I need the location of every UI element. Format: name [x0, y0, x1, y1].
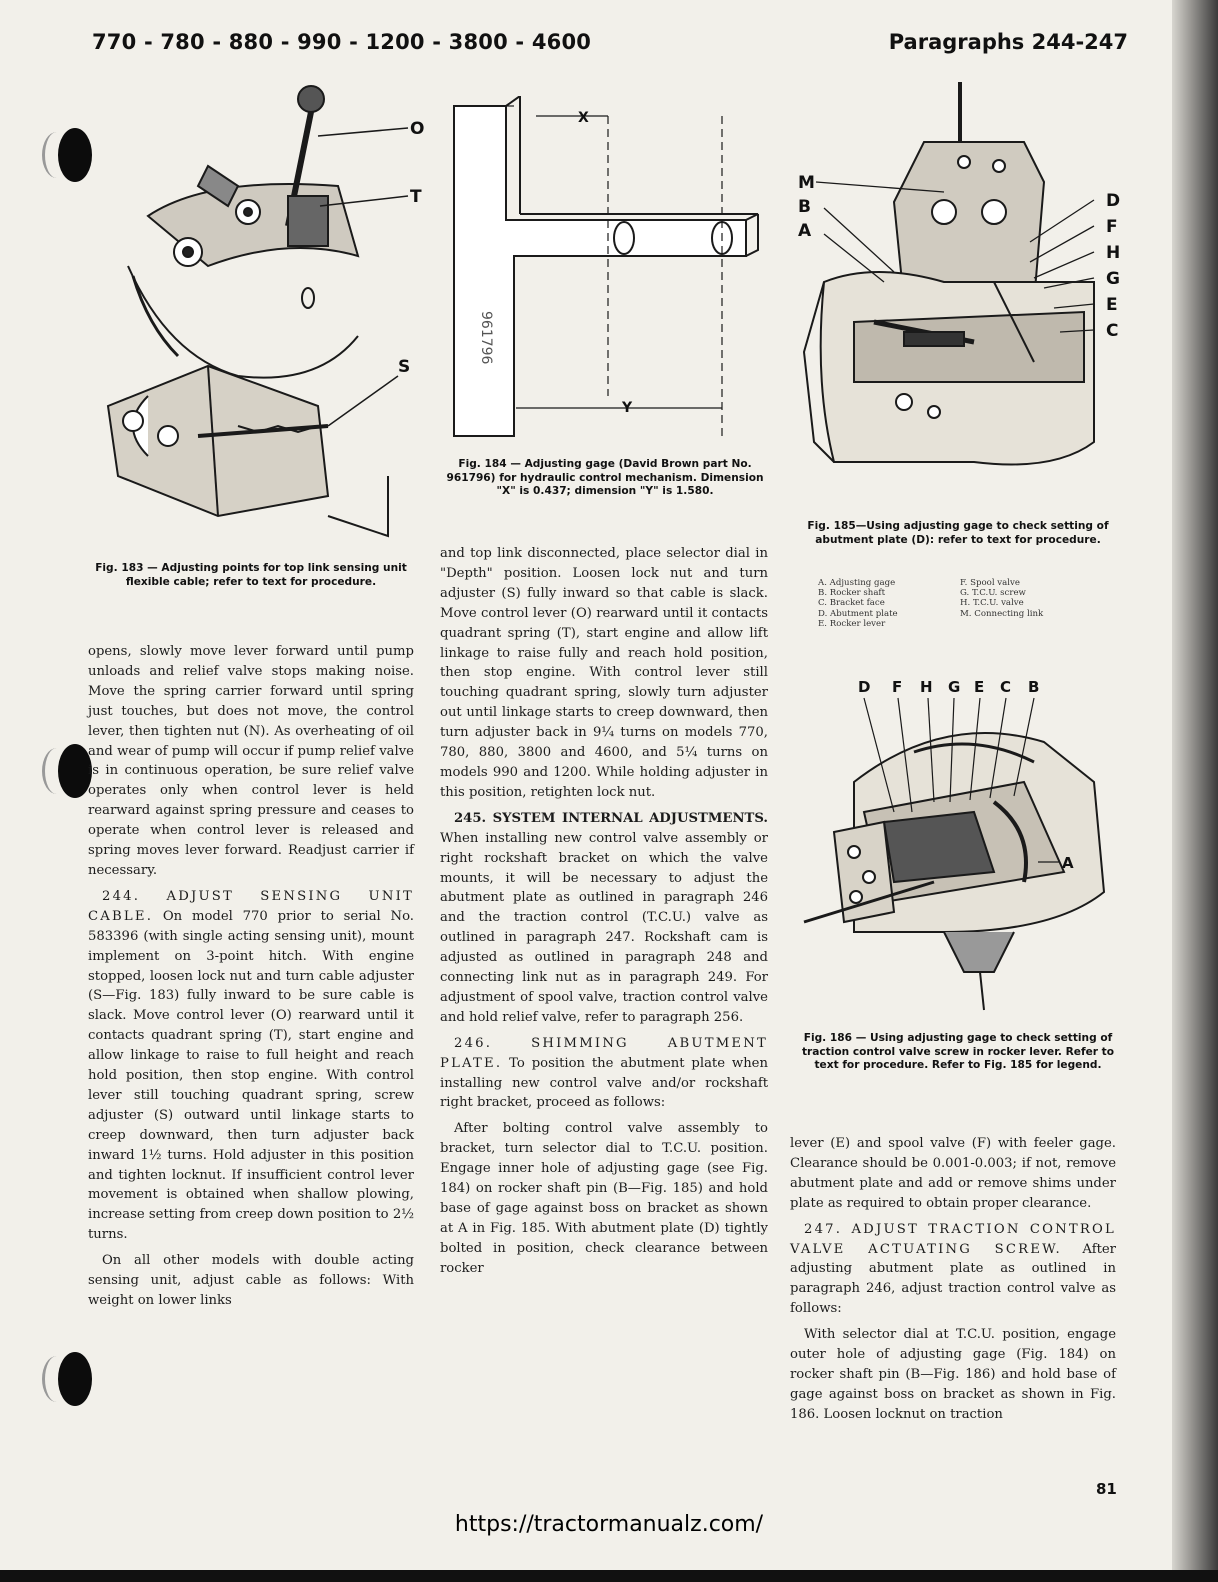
binder-hole [58, 744, 92, 798]
fig-184-illustration [446, 96, 766, 452]
fig186-label-c: C [1000, 678, 1012, 696]
fig185-label-a: A [798, 221, 812, 241]
paragraph-heading: 244. ADJUST SENSING UNIT CABLE. [88, 888, 414, 924]
text-column-1 [88, 642, 414, 1317]
paragraph-244 [88, 887, 414, 1245]
fig186-label-f: F [892, 678, 903, 696]
legend-item: H. T.C.U. valve [960, 598, 1024, 609]
legend-item: A. Adjusting gage [818, 578, 896, 588]
paragraph-heading: 246. SHIMMING ABUTMENT PLATE. [440, 1035, 768, 1071]
page-edge-shadow [1172, 0, 1218, 1582]
paragraph: On all other models with double acting sensing unit, adjust cable as follows: With weight on lower links [88, 1253, 414, 1308]
fig186-label-d: D [858, 678, 871, 696]
paragraph-body: To position the abutment plate when installing new control valve and/or rockshaft right bracket, proceed as follows: [440, 1055, 768, 1111]
paragraph-247 [790, 1220, 1116, 1320]
bottom-border [0, 1570, 1218, 1582]
binder-hole [58, 1352, 92, 1406]
fig-185-illustration [794, 82, 1140, 514]
fig185-label-f: F [1106, 217, 1118, 237]
paragraph: With selector dial at T.C.U. position, engage outer hole of adjusting gage (Fig. 184) on rocker shaft pin (B—Fig. 186) and hold base of gage against boss on bracket as shown in Fig. 186. Loosen locknut on traction [790, 1327, 1116, 1422]
paragraph-heading: 247. ADJUST TRACTION CONTROL VALVE ACTUATING SCREW. [790, 1221, 1116, 1257]
paragraph-body: On model 770 prior to serial No. 583396 (with single acting sensing unit), mount implement on 3-point hitch. With engine stopped, loosen lock nut and turn cable adjuster (S—Fig. 183) fully inward to be sure cable is slack. Move control lever (O) rearward until it contacts quadrant spring (T), start engine and allow linkage to raise to full height and reach hold position, then stop engine. With control lever still touching quadrant spring, screw adjuster (S) outward until linkage starts to creep downward, then turn adjuster back inward 1½ turns. Hold adjuster in this position and tighten locknut. If insufficient control lever movement is obtained when shallow plowing, increase setting from creep down position to 2½ turns. [88, 908, 414, 1243]
fig185-label-m: M [798, 173, 815, 193]
paragraph-245 [440, 809, 768, 1028]
text-column-3 [790, 1134, 1116, 1431]
fig184-label-y: Y [622, 400, 633, 416]
paragraph-heading: 245. SYSTEM INTERNAL ADJUSTMENTS. [454, 810, 768, 826]
header-paragraphs: Paragraphs 244-247 [888, 30, 1128, 54]
page-number: 81 [1096, 1480, 1117, 1498]
legend-item: D. Abutment plate [818, 608, 898, 619]
fig-183-caption: Fig. 183 — Adjusting points for top link sensing unit flexible cable; refer to text for procedure. [95, 562, 407, 588]
fig184-part-number: 961796 [478, 311, 494, 365]
fig-185-legend [818, 578, 1110, 629]
paragraph: After bolting control valve assembly to bracket, turn selector dial to T.C.U. position. Engage inner hole of adjusting gage (see Fig. 184) on rocker shaft pin (B—Fig. 185) and hold base of gage against boss on bracket as shown at A in Fig. 185. With abutment plate (D) tightly bolted in position, check clearance between rocker [440, 1121, 768, 1276]
fig185-label-g: G [1106, 269, 1120, 289]
fig-186-caption: Fig. 186 — Using adjusting gage to check setting of traction control valve screw in rocker lever. Refer to text for procedure. Refer to Fig. 185 for legend. [801, 1032, 1115, 1072]
paragraph-246 [440, 1034, 768, 1114]
fig186-label-a: A [1062, 854, 1074, 872]
fig185-label-h: H [1106, 243, 1121, 263]
paragraph-body: When installing new control valve assembly or right rockshaft bracket on which the valve mounts, it will be necessary to adjust the abutment plate as outlined in paragraph 246 and the traction control (T.C.U.) valve as outlined in paragraph 247. Rockshaft cam is adjusted as outlined in paragraph 248 and connecting link nut as in paragraph 249. For adjustment of spool valve, traction control valve and hold relief valve, refer to paragraph 256. [440, 830, 768, 1025]
header-models: 770 - 780 - 880 - 990 - 1200 - 3800 - 4600 [92, 30, 592, 54]
paragraph: and top link disconnected, place selector dial in "Depth" position. Loosen lock nut and turn adjuster (S) fully inward so that cable is slack. Move control lever (O) rearward until it contacts quadrant spring (T), start engine and allow lift linkage to raise fully and reach hold position, then stop engine. With control lever still touching quadrant spring, slowly turn adjuster out until linkage starts to creep downward, then turn adjuster back in 9¼ turns on models 770, 780, 880, 3800 and 4600, and 5¼ turns on models 990 and 1200. While holding adjuster in this position, retighten lock nut. [440, 546, 768, 800]
fig185-label-b: B [798, 197, 811, 217]
legend-item: C. Bracket face [818, 598, 885, 609]
fig183-label-s: S [398, 357, 411, 377]
legend-item: F. Spool valve [960, 578, 1020, 588]
fig186-label-b: B [1028, 678, 1040, 696]
fig-183-illustration [88, 76, 428, 556]
fig184-label-x: X [578, 110, 589, 126]
legend-item: E. Rocker lever [818, 618, 886, 629]
fig-185-caption: Fig. 185—Using adjusting gage to check setting of abutment plate (D): refer to text for procedure. [807, 520, 1109, 546]
fig-186-illustration [794, 672, 1134, 1016]
legend-item: B. Rocker shaft [818, 588, 886, 599]
legend-item: G. T.C.U. screw [960, 588, 1026, 599]
fig186-label-g: G [948, 678, 961, 696]
paragraph: lever (E) and spool valve (F) with feeler gage. Clearance should be 0.001-0.003; if not, remove abutment plate and add or remove shims under plate as required to obtain proper clearance. [790, 1136, 1116, 1211]
legend-item [960, 619, 1110, 629]
fig185-label-e: E [1106, 295, 1118, 315]
fig186-label-h: H [920, 678, 933, 696]
fig-184-caption: Fig. 184 — Adjusting gage (David Brown part No. 961796) for hydraulic control mechanism. Dimension "X" is 0.437; dimension "Y" is 1.580. [446, 458, 764, 498]
paragraph: opens, slowly move lever forward until pump unloads and relief valve stops making noise. Move the spring carrier forward until spring just touches, but does not move, the control lever, then tighten nut (N). As overheating of oil and wear of pump will occur if pump relief valve is in continuous operation, be sure relief valve operates only when control lever is held rearward against spring pressure and ceases to operate when control lever is released and spring moves lever forward. Readjust carrier if necessary. [88, 644, 414, 878]
binder-hole [58, 128, 92, 182]
fig186-label-e: E [974, 678, 985, 696]
paragraph-body: After adjusting abutment plate as outlined in paragraph 246, adjust traction control valve as follows: [790, 1241, 1116, 1317]
footer-url[interactable]: https://tractormanualz.com/ [454, 1512, 764, 1537]
fig185-label-d: D [1106, 191, 1121, 211]
legend-item: M. Connecting link [960, 608, 1044, 619]
fig183-label-o: O [410, 119, 425, 139]
fig183-label-t: T [410, 187, 422, 207]
text-column-2 [440, 544, 768, 1285]
fig185-label-c: C [1106, 321, 1119, 341]
